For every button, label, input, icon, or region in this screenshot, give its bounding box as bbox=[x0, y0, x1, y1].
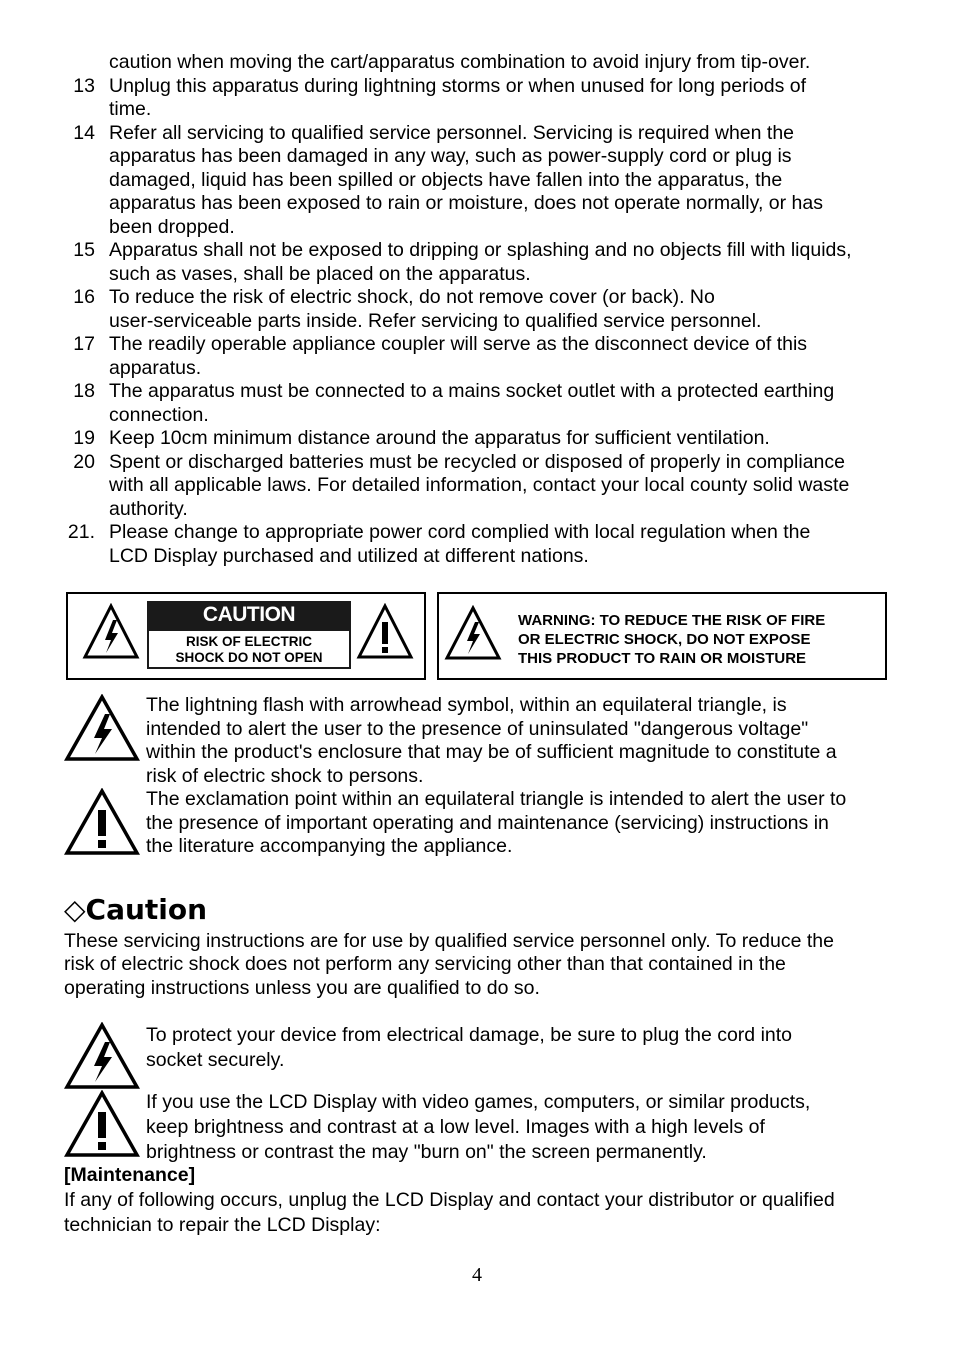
list-item-text: been dropped. bbox=[109, 215, 235, 238]
note-line: socket securely. bbox=[146, 1049, 285, 1071]
exclamation-warning-icon bbox=[356, 603, 414, 661]
intro-line: operating instructions unless you are qualified to do so. bbox=[64, 976, 540, 999]
list-item-text: apparatus has been damaged in any way, such as power-supply cord or plug is bbox=[109, 145, 792, 167]
note-line: intended to alert the user to the presence of uninsulated "dangerous voltage" bbox=[146, 717, 809, 740]
warning-line: OR ELECTRIC SHOCK, DO NOT EXPOSE bbox=[518, 631, 811, 648]
list-item-text: such as vases, shall be placed on the apparatus. bbox=[109, 262, 531, 285]
note-line: The exclamation point within an equilateral triangle is intended to alert the user to bbox=[146, 788, 847, 810]
lightning-warning-icon bbox=[64, 1022, 140, 1090]
note-line: risk of electric shock to persons. bbox=[146, 764, 424, 787]
list-item-text: The apparatus must be connected to a mains socket outlet with a protected earthing bbox=[109, 380, 835, 402]
warning-line: WARNING: TO REDUCE THE RISK OF FIRE bbox=[518, 612, 826, 629]
list-item-number: 21. bbox=[67, 521, 95, 543]
caution-subtitle bbox=[147, 629, 351, 669]
lightning-warning-icon bbox=[444, 605, 502, 661]
lightning-warning-icon bbox=[82, 603, 140, 661]
list-item-text: authority. bbox=[109, 497, 188, 520]
list-item-number: 20 bbox=[73, 450, 95, 473]
list-item-text: time. bbox=[109, 98, 152, 120]
list-item-text: damaged, liquid has been spilled or objects have fallen into the apparatus, the bbox=[109, 168, 783, 191]
list-item-text: with all applicable laws. For detailed information, contact your local county solid waste bbox=[109, 474, 850, 496]
caution-sub-line: RISK OF ELECTRIC bbox=[185, 634, 312, 649]
exclamation-warning-icon bbox=[64, 1090, 140, 1158]
note-line: the presence of important operating and maintenance (servicing) instructions in bbox=[146, 811, 829, 834]
warning-line: THIS PRODUCT TO RAIN OR MOISTURE bbox=[518, 650, 807, 667]
list-item-number: 15 bbox=[73, 239, 95, 261]
note-line: within the product's enclosure that may be of sufficient magnitude to constitute a bbox=[146, 741, 837, 763]
caution-title: CAUTION bbox=[147, 601, 351, 629]
list-item-text: apparatus. bbox=[109, 356, 202, 379]
list-item-text: apparatus has been exposed to rain or moisture, does not operate normally, or has bbox=[109, 192, 823, 214]
exclamation-warning-icon bbox=[64, 788, 140, 856]
list-item-number: 16 bbox=[73, 286, 95, 308]
maintenance-line: technician to repair the LCD Display: bbox=[64, 1214, 381, 1236]
list-item-number: 17 bbox=[73, 333, 95, 355]
list-item-text: connection. bbox=[109, 403, 209, 426]
note-line: The lightning flash with arrowhead symbol, within an equilateral triangle, is bbox=[146, 694, 787, 716]
caution-heading: ◇Caution bbox=[64, 893, 208, 926]
list-item-text: LCD Display purchased and utilized at different nations. bbox=[109, 544, 589, 567]
list-item-text: Apparatus shall not be exposed to dripping or splashing and no objects fill with liquids, bbox=[109, 239, 852, 261]
maintenance-heading: [Maintenance] bbox=[64, 1164, 196, 1186]
maintenance-line: If any of following occurs, unplug the LCD Display and contact your distributor or qualified bbox=[64, 1189, 835, 1211]
list-item-text: To reduce the risk of electric shock, do not remove cover (or back). No bbox=[109, 286, 715, 308]
list-item-text: Keep 10cm minimum distance around the apparatus for sufficient ventilation. bbox=[109, 427, 770, 449]
list-item-number: 13 bbox=[73, 74, 95, 97]
list-continuation: caution when moving the cart/apparatus combination to avoid injury from tip-over. bbox=[109, 51, 811, 73]
list-item-number: 18 bbox=[73, 380, 95, 402]
list-item-text: Please change to appropriate power cord complied with local regulation when the bbox=[109, 521, 811, 543]
intro-line: risk of electric shock does not perform any servicing other than that contained in the bbox=[64, 953, 786, 975]
list-item-number: 19 bbox=[73, 427, 95, 449]
warning-label-text bbox=[518, 611, 825, 668]
note-line: the literature accompanying the appliance. bbox=[146, 835, 513, 857]
note-line: To protect your device from electrical damage, be sure to plug the cord into bbox=[146, 1024, 793, 1046]
lightning-warning-icon bbox=[64, 694, 140, 762]
page-number: 4 bbox=[472, 1264, 482, 1286]
list-item-text: Unplug this apparatus during lightning storms or when unused for long periods of bbox=[109, 74, 807, 97]
list-item-text: The readily operable appliance coupler will serve as the disconnect device of this bbox=[109, 333, 808, 355]
list-item-text: Refer all servicing to qualified service personnel. Servicing is required when the bbox=[109, 121, 795, 144]
list-item-text: Spent or discharged batteries must be recycled or disposed of properly in compliance bbox=[109, 450, 845, 473]
caution-sub-line: SHOCK DO NOT OPEN bbox=[175, 650, 323, 665]
note-line: keep brightness and contrast at a low level. Images with a high levels of bbox=[146, 1116, 765, 1138]
list-item-number: 14 bbox=[73, 121, 95, 144]
intro-line: These servicing instructions are for use by qualified service personnel only. To reduce the bbox=[64, 929, 834, 952]
note-line: If you use the LCD Display with video games, computers, or similar products, bbox=[146, 1091, 811, 1113]
note-line: brightness or contrast the may "burn on" the screen permanently. bbox=[146, 1141, 707, 1163]
list-item-text: user-serviceable parts inside. Refer servicing to qualified service personnel. bbox=[109, 309, 762, 332]
